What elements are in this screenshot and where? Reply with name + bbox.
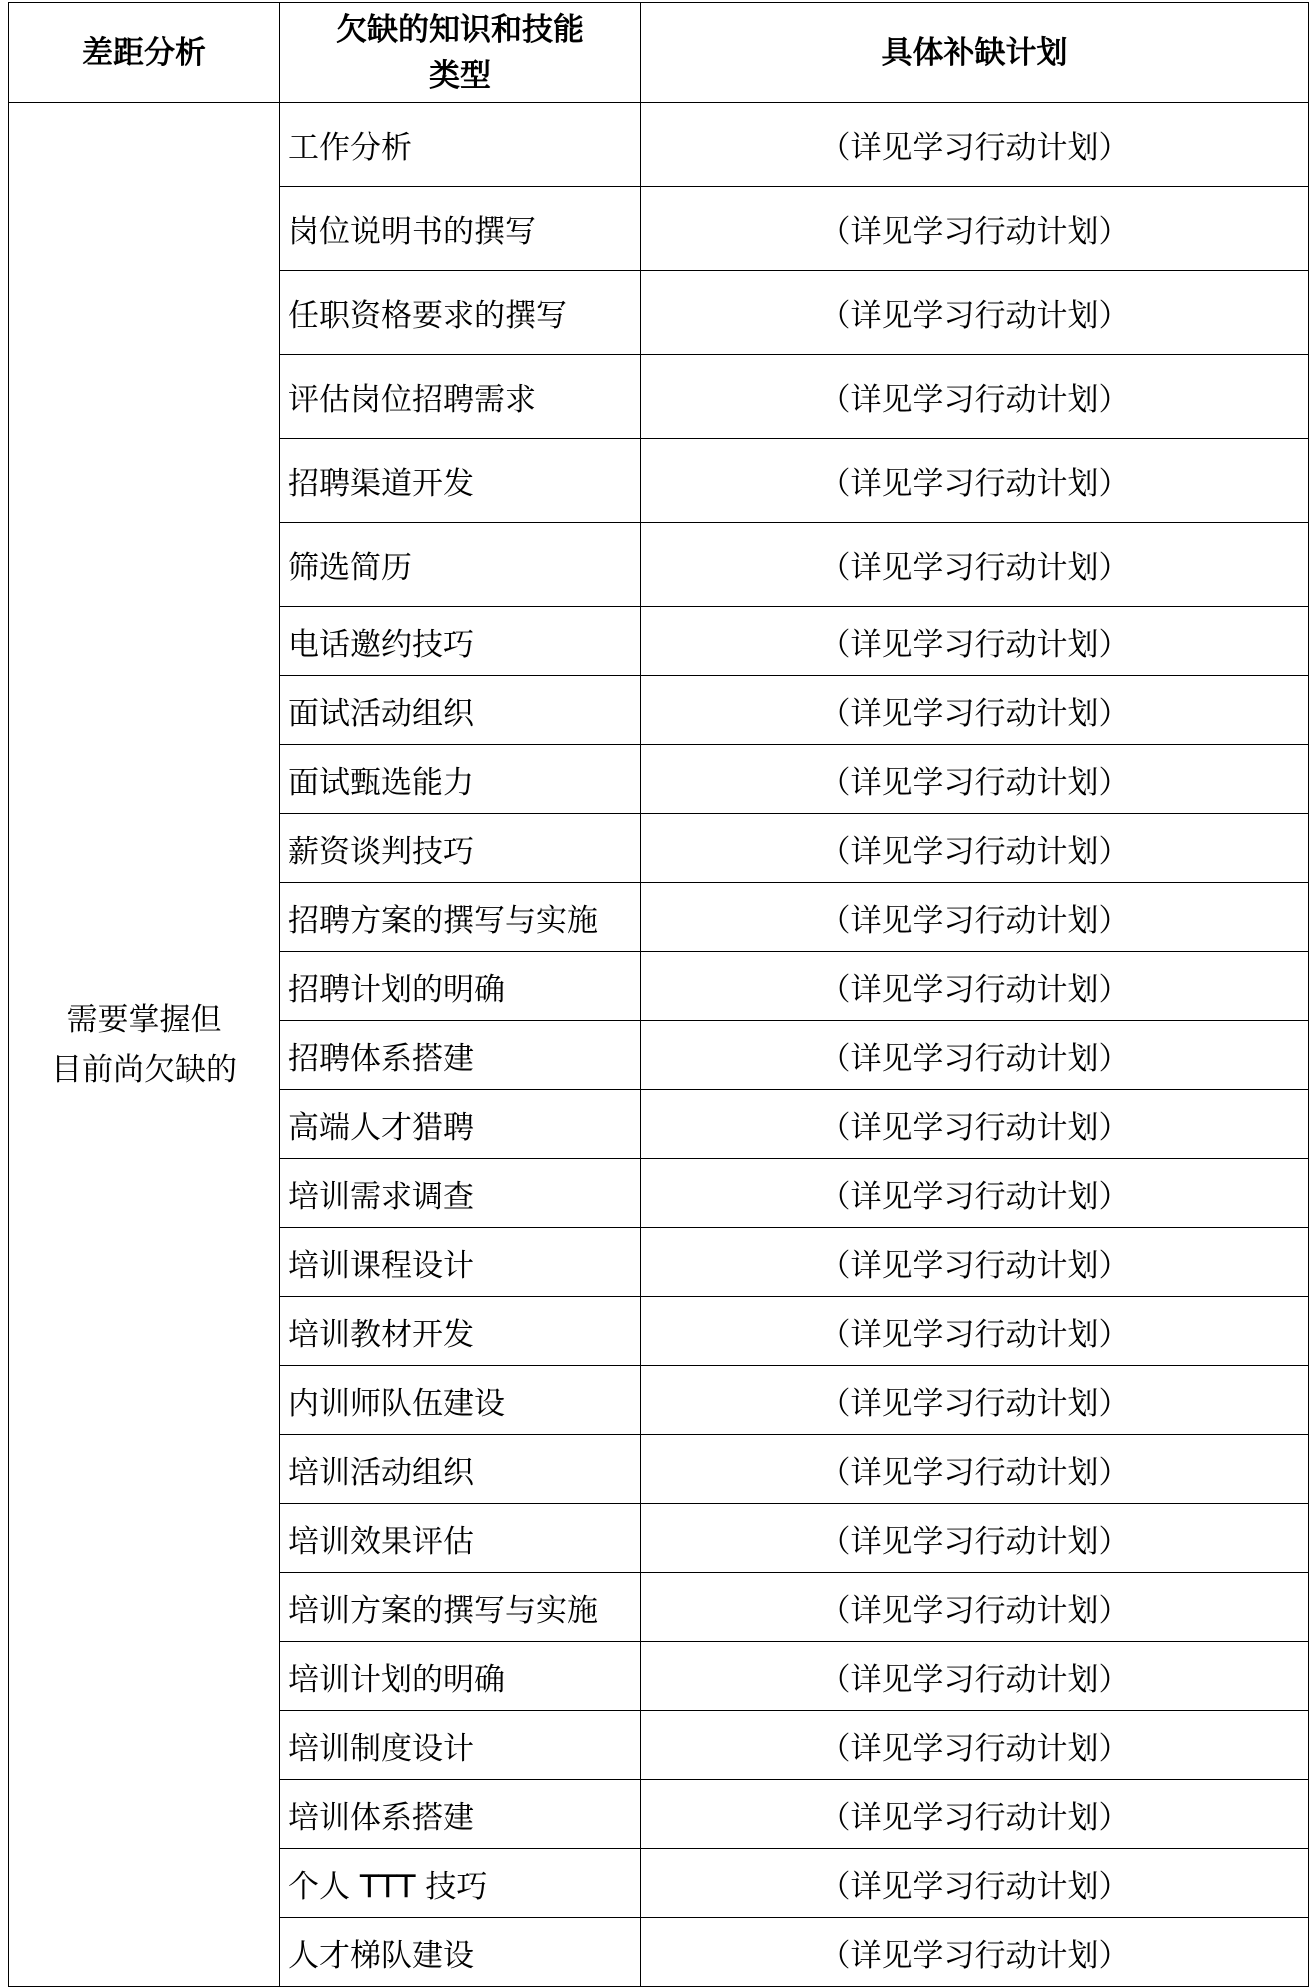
skill-cell: 岗位说明书的撰写 bbox=[280, 187, 641, 271]
gap-analysis-table bbox=[8, 2, 1309, 1987]
skill-cell: 工作分析 bbox=[280, 103, 641, 187]
header-skill-type-line2: 类型 bbox=[429, 57, 491, 94]
plan-cell: （详见学习行动计划） bbox=[641, 814, 1309, 883]
header-plan: 具体补缺计划 bbox=[641, 3, 1309, 103]
plan-cell: （详见学习行动计划） bbox=[641, 1780, 1309, 1849]
skill-cell: 电话邀约技巧 bbox=[280, 607, 641, 676]
plan-cell: （详见学习行动计划） bbox=[641, 439, 1309, 523]
skill-cell: 面试活动组织 bbox=[280, 676, 641, 745]
plan-cell: （详见学习行动计划） bbox=[641, 523, 1309, 607]
plan-cell: （详见学习行动计划） bbox=[641, 952, 1309, 1021]
plan-cell: （详见学习行动计划） bbox=[641, 676, 1309, 745]
header-row bbox=[9, 3, 1309, 103]
skill-cell: 面试甄选能力 bbox=[280, 745, 641, 814]
plan-cell: （详见学习行动计划） bbox=[641, 271, 1309, 355]
plan-cell: （详见学习行动计划） bbox=[641, 745, 1309, 814]
skill-cell: 培训体系搭建 bbox=[280, 1780, 641, 1849]
table-body bbox=[9, 103, 1309, 1987]
header-gap-analysis: 差距分析 bbox=[9, 3, 280, 103]
plan-cell: （详见学习行动计划） bbox=[641, 883, 1309, 952]
skill-cell: 培训课程设计 bbox=[280, 1228, 641, 1297]
skill-cell: 培训方案的撰写与实施 bbox=[280, 1573, 641, 1642]
plan-cell: （详见学习行动计划） bbox=[641, 1297, 1309, 1366]
plan-cell: （详见学习行动计划） bbox=[641, 1642, 1309, 1711]
skill-cell: 培训制度设计 bbox=[280, 1711, 641, 1780]
skill-cell: 个人 TTT 技巧 bbox=[280, 1849, 641, 1918]
plan-cell: （详见学习行动计划） bbox=[641, 1366, 1309, 1435]
plan-cell: （详见学习行动计划） bbox=[641, 187, 1309, 271]
skill-cell: 人才梯队建设 bbox=[280, 1918, 641, 1987]
skill-cell: 培训教材开发 bbox=[280, 1297, 641, 1366]
gap-category-line2: 目前尚欠缺的 bbox=[51, 1051, 237, 1088]
skill-cell: 内训师队伍建设 bbox=[280, 1366, 641, 1435]
skill-cell: 招聘体系搭建 bbox=[280, 1021, 641, 1090]
header-skill-type bbox=[280, 3, 641, 103]
plan-cell: （详见学习行动计划） bbox=[641, 1435, 1309, 1504]
skill-cell: 筛选简历 bbox=[280, 523, 641, 607]
plan-cell: （详见学习行动计划） bbox=[641, 1021, 1309, 1090]
plan-cell: （详见学习行动计划） bbox=[641, 1573, 1309, 1642]
table-row bbox=[9, 103, 1309, 187]
plan-cell: （详见学习行动计划） bbox=[641, 1228, 1309, 1297]
plan-cell: （详见学习行动计划） bbox=[641, 103, 1309, 187]
skill-cell: 薪资谈判技巧 bbox=[280, 814, 641, 883]
plan-cell: （详见学习行动计划） bbox=[641, 1849, 1309, 1918]
skill-cell: 招聘方案的撰写与实施 bbox=[280, 883, 641, 952]
header-skill-type-line1: 欠缺的知识和技能 bbox=[336, 11, 584, 48]
plan-cell: （详见学习行动计划） bbox=[641, 1711, 1309, 1780]
skill-cell: 任职资格要求的撰写 bbox=[280, 271, 641, 355]
plan-cell: （详见学习行动计划） bbox=[641, 1918, 1309, 1987]
plan-cell: （详见学习行动计划） bbox=[641, 1090, 1309, 1159]
skill-cell: 培训需求调查 bbox=[280, 1159, 641, 1228]
skill-cell: 培训活动组织 bbox=[280, 1435, 641, 1504]
plan-cell: （详见学习行动计划） bbox=[641, 355, 1309, 439]
plan-cell: （详见学习行动计划） bbox=[641, 607, 1309, 676]
skill-cell: 培训效果评估 bbox=[280, 1504, 641, 1573]
gap-category-cell bbox=[9, 103, 280, 1987]
skill-cell: 培训计划的明确 bbox=[280, 1642, 641, 1711]
skill-cell: 评估岗位招聘需求 bbox=[280, 355, 641, 439]
plan-cell: （详见学习行动计划） bbox=[641, 1504, 1309, 1573]
plan-cell: （详见学习行动计划） bbox=[641, 1159, 1309, 1228]
skill-cell: 高端人才猎聘 bbox=[280, 1090, 641, 1159]
skill-cell: 招聘渠道开发 bbox=[280, 439, 641, 523]
skill-cell: 招聘计划的明确 bbox=[280, 952, 641, 1021]
gap-category-line1: 需要掌握但 bbox=[66, 1001, 222, 1038]
